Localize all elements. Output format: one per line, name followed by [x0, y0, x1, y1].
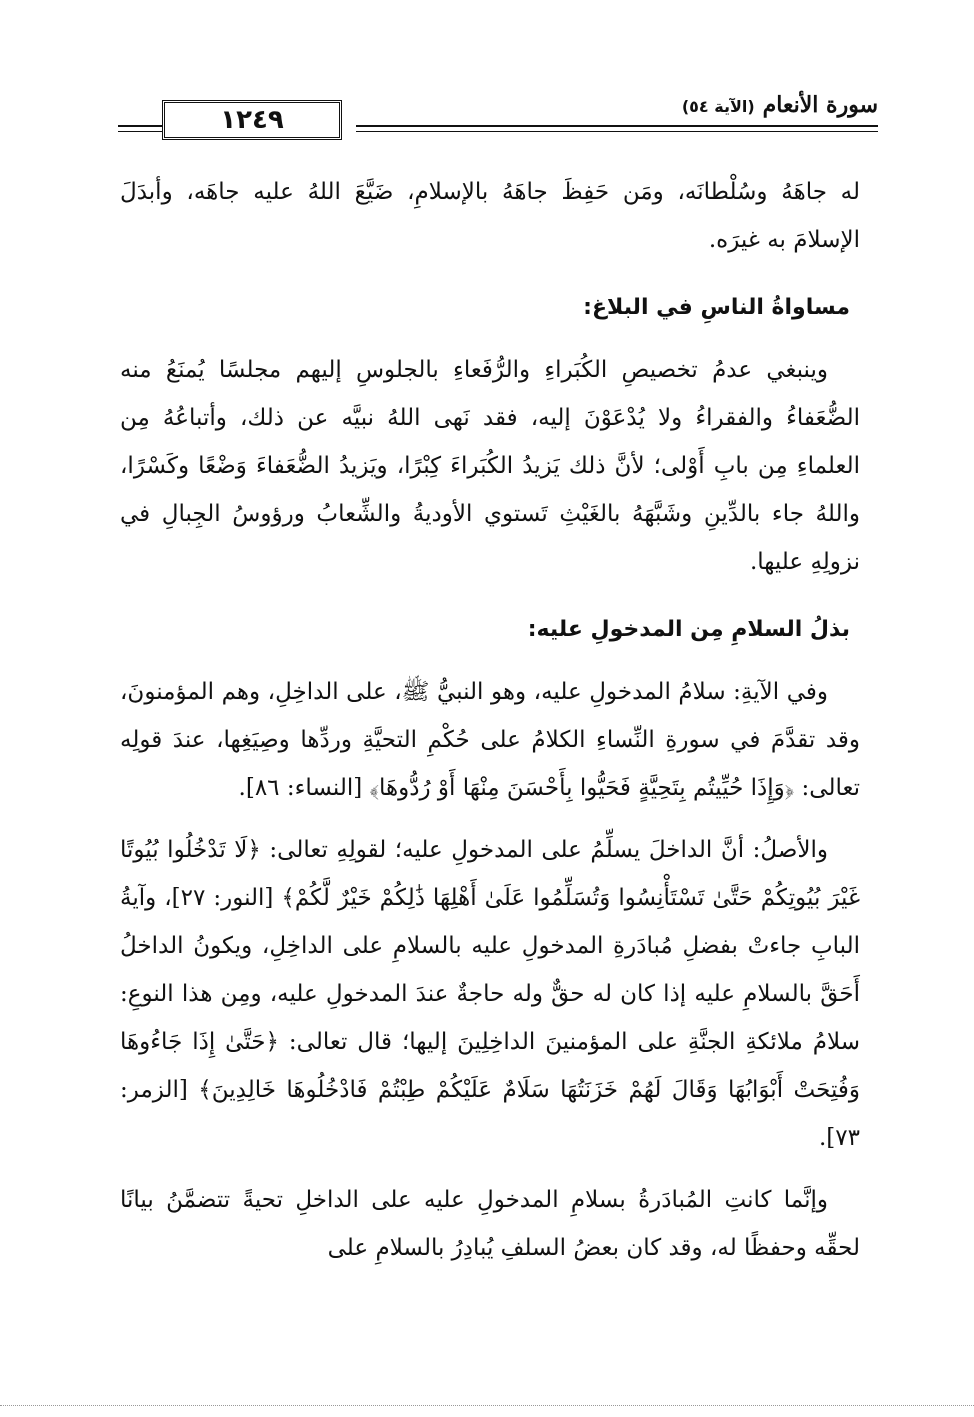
section-heading: بذلُ السلامِ مِن المدخولِ عليه: [527, 617, 850, 642]
bottom-edge [0, 1405, 974, 1406]
header-rule [356, 125, 878, 127]
ayah-reference: (الآية ٥٤) [681, 97, 755, 116]
header-rule-thin [356, 131, 878, 132]
page-content [120, 168, 860, 1286]
surah-title: سورة الأنعام [762, 92, 878, 118]
header-rule-left [118, 125, 162, 127]
paragraph: والأصلُ: أنَّ الداخلَ يسلِّمُ على المدخولِ عليه؛ لقولِهِ تعالى: ﴿لَا تَدْخُلُوا بُيُوتًا غَيْرَ بُيُوتِكُمْ حَتَّىٰ تَسْتَأْنِسُوا وَتُسَلِّمُوا عَلَىٰ أَهْلِهَا ذَٰلِكُمْ خَيْرٌ لَّكُمْ﴾ [النور: ٢٧]، وآيةُ البابِ جاءتْ بفضلِ مُبادَرةِ المدخولِ عليه بالسلامِ على الداخِلِ، ويكونُ الداخلُ أَحَقَّ بالسلامِ عليه إذا كان له حقٌّ وله حاجةٌ عندَ المدخولِ عليه، ومِن هذا النوعِ: سلامُ ملائكةِ الجنَّةِ على المؤمنينَ الداخِلِينَ إليها؛ قال تعالى: ﴿حَتَّىٰ إِذَا جَاءُوهَا وَفُتِحَتْ أَبْوَابُهَا وَقَالَ لَهُمْ خَزَنَتُهَا سَلَامٌ عَلَيْكُمْ طِبْتُمْ فَادْخُلُوهَا خَالِدِينَ﴾ [الزمر: ٧٣]. [120, 837, 861, 1151]
header-rule-left-thin [118, 131, 162, 132]
page-number: ١٢٤٩ [220, 105, 284, 135]
paragraph: وينبغي عدمُ تخصيصِ الكُبَراءِ والرُّفَعاءِ بالجلوسِ إليهم مجلسًا يُمنَعُ منه الضُّعَفاءُ والفقراءُ ولا يُدْعَوْنَ إليه، فقد نَهى اللهُ نبيَّه عن ذلك، وأتباعُهُ مِن العلماءِ مِن بابِ أَوْلى؛ لأنَّ ذلك يَزيدُ الكُبَراءَ كِبْرًا، ويَزيدُ الضُّعَفاءَ وَضْعًا وكَسْرًا، واللهُ جاء بالدِّينِ وشَبَّهَهُ بالغَيْثِ تَستوي الأوديةُ والشِّعابُ ورؤوسُ الجِبالِ في نزولِهِ عليها. [120, 357, 860, 575]
paragraph: له جاهَهُ وسُلْطانَه، ومَن حَفِظَ جاهَهُ بالإسلامِ، ضَيَّعَ اللهُ عليه جاهَه، وأبدَلَ الإسلامَ به غيرَه. [120, 179, 860, 253]
page-number-box [162, 100, 342, 140]
page-header [118, 92, 878, 144]
paragraph: وفي الآيةِ: سلامُ المدخولِ عليه، وهو النبيُّ ﷺ، على الداخِلِ، وهم المؤمنونَ، وقد تقدَّمَ في سورةِ النِّساءِ الكلامُ على حُكْمِ التحيَّةِ وردِّها وصِيَغِها، عندَ قولِه تعالى: ﴿وَإِذَا حُيِّيتُم بِتَحِيَّةٍ فَحَيُّوا بِأَحْسَنَ مِنْهَا أَوْ رُدُّوهَا﴾ [النساء: ٨٦]. [120, 679, 860, 801]
paragraph: وإنَّما كانتِ المُبادَرةُ بسلامِ المدخولِ عليه على الداخلِ تحيةً تتضمَّنُ بيانًا لحقِّه وحفظًا له، وقد كان بعضُ السلفِ يُبادِرُ بالسلامِ على [120, 1187, 860, 1261]
section-heading: مساواةُ الناسِ في البلاغ: [583, 295, 850, 320]
running-title [682, 92, 878, 118]
